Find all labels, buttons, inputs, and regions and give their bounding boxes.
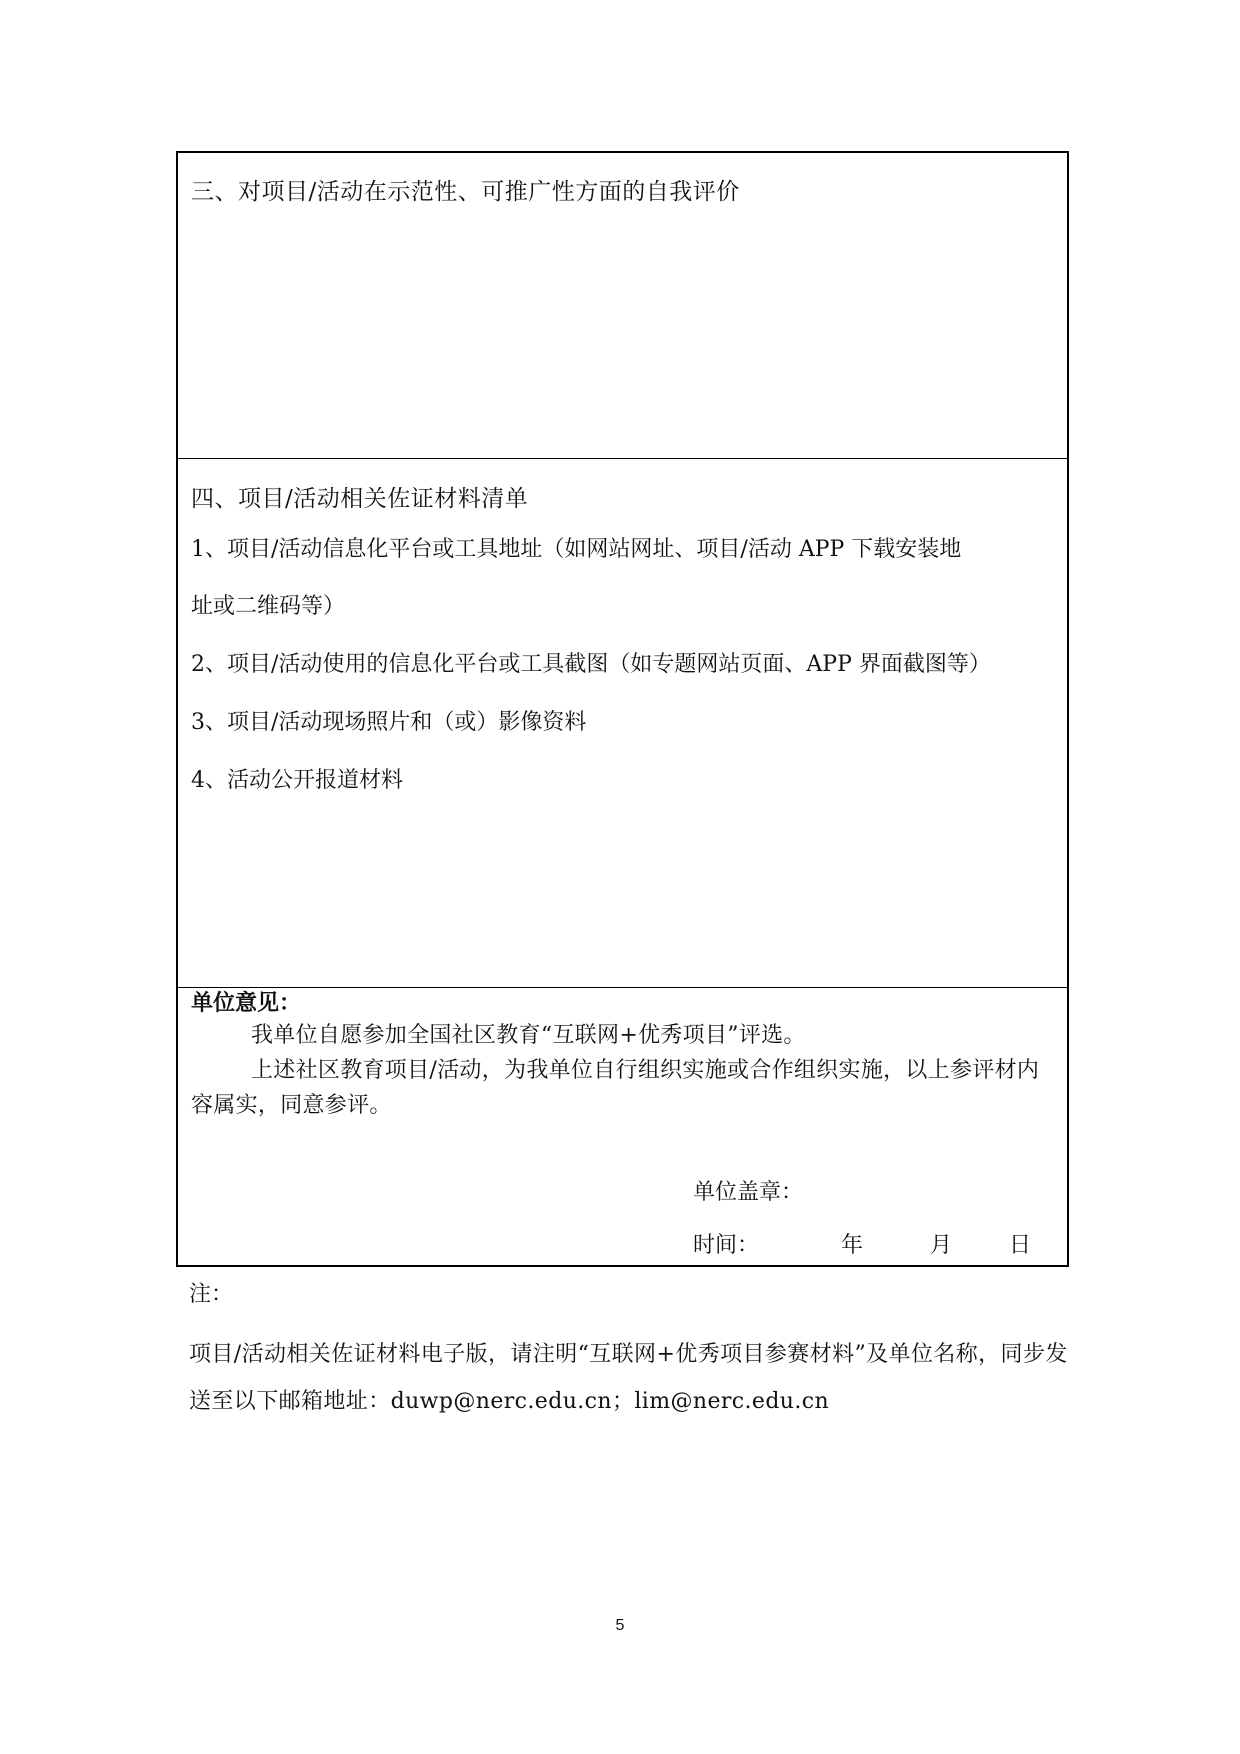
list-item: 2、项目/活动使用的信息化平台或工具截图（如专题网站页面、APP 界面截图等） — [191, 652, 991, 677]
day-label: 日 — [1009, 1233, 1032, 1258]
evidence-materials-list — [191, 536, 1057, 795]
note-title: 注： — [189, 1282, 234, 1307]
self-evaluation-title: 三、对项目/活动在示范性、可推广性方面的自我评价 — [191, 179, 740, 205]
list-item: 址或二维码等） — [191, 594, 346, 619]
application-form-table — [176, 151, 1069, 1267]
list-item: 1、项目/活动信息化平台或工具地址（如网站网址、项目/活动 APP 下载安装地 — [191, 537, 962, 562]
evidence-materials-section — [178, 458, 1067, 987]
note-body: 项目/活动相关佐证材料电子版，请注明“互联网+优秀项目参赛材料”及单位名称，同步发送至以下邮箱地址：duwp@nerc.edu.cn；lim@nerc.edu.cn — [189, 1342, 1068, 1414]
list-item: 3、项目/活动现场照片和（或）影像资料 — [191, 710, 587, 735]
page-number: 5 — [615, 1617, 625, 1634]
date-label: 时间： — [693, 1233, 760, 1258]
unit-opinion-section — [178, 987, 1067, 1265]
unit-opinion-title: 单位意见： — [191, 991, 302, 1016]
note-block — [189, 1281, 1069, 1425]
evidence-materials-title: 四、项目/活动相关佐证材料清单 — [191, 486, 529, 512]
self-evaluation-section — [178, 153, 1067, 458]
opinion-paragraph-2: 上述社区教育项目/活动，为我单位自行组织实施或合作组织实施，以上参评材内容属实，同意参评。 — [191, 1058, 1040, 1118]
date-row — [693, 1232, 1031, 1260]
unit-seal-label: 单位盖章： — [693, 1180, 804, 1205]
list-item: 4、活动公开报道材料 — [191, 768, 403, 793]
year-label: 年 — [841, 1233, 864, 1258]
opinion-paragraph-1: 我单位自愿参加全国社区教育“互联网+优秀项目”评选。 — [251, 1023, 806, 1048]
month-label: 月 — [930, 1233, 953, 1258]
